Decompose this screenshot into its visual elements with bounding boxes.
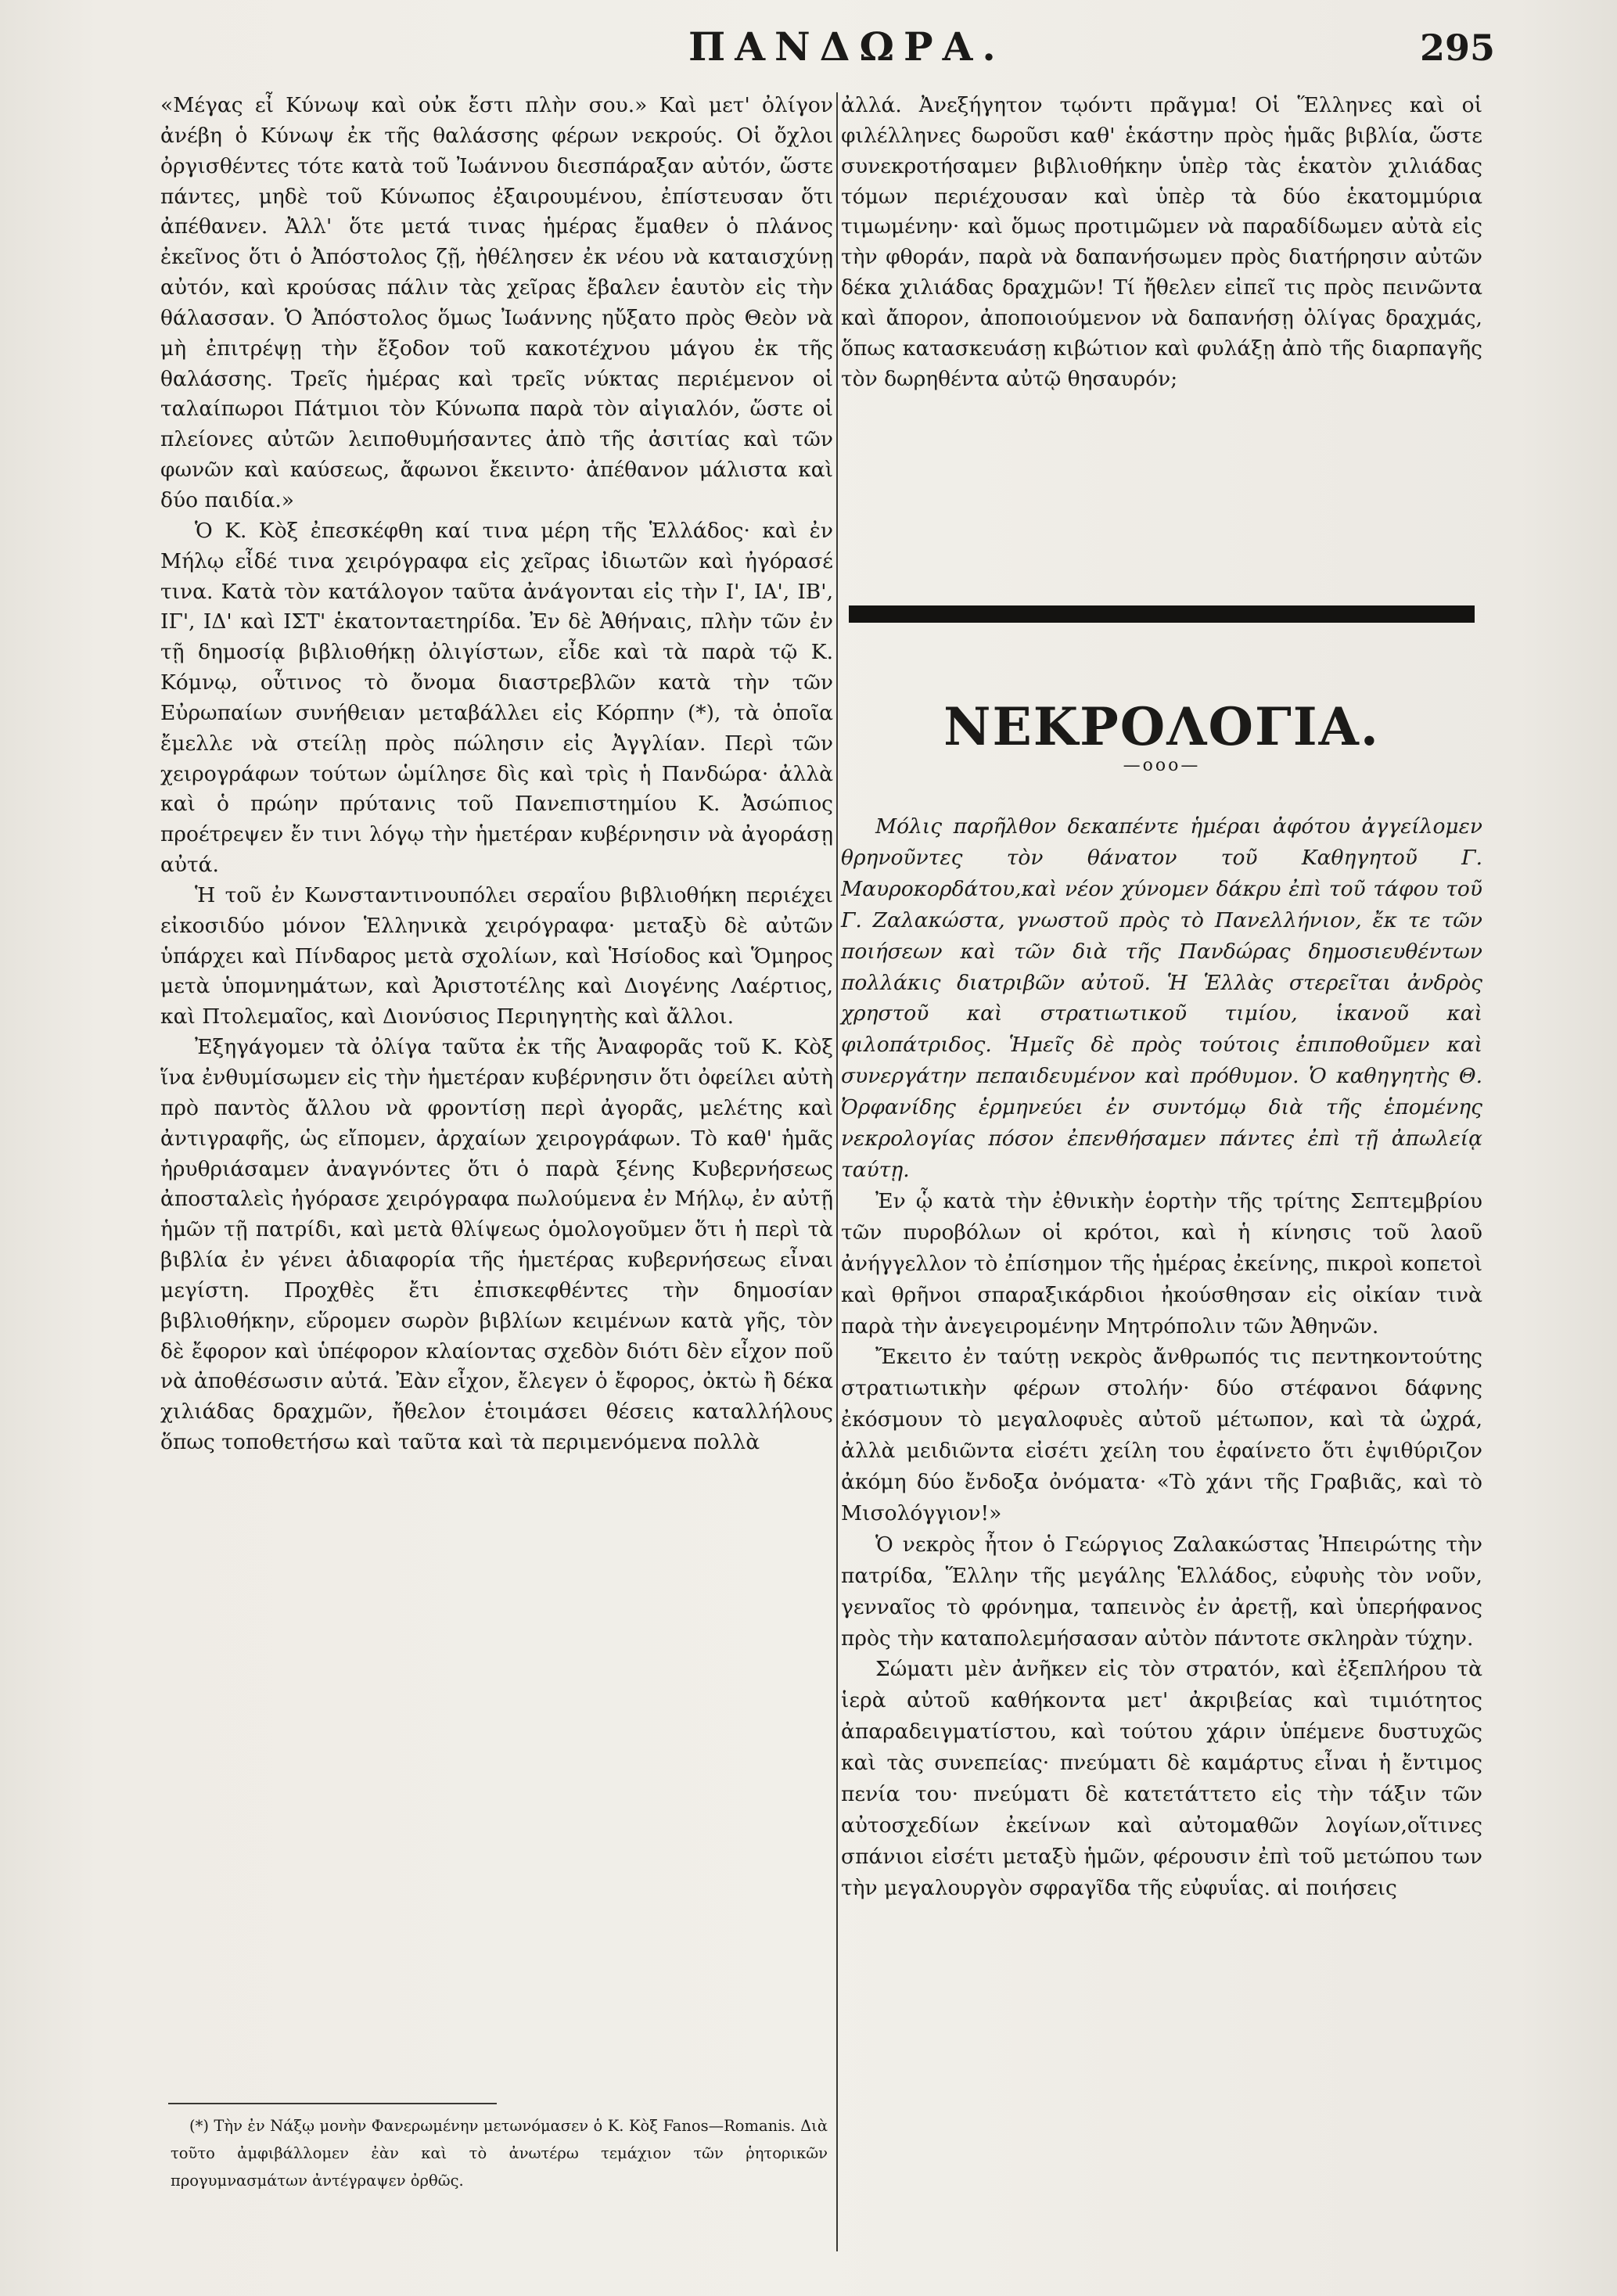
footnote [171, 2112, 828, 2194]
obituary-paragraph-4: Σώματι μὲν ἀνῆκεν εἰς τὸν στρατόν, καὶ ἐξεπλήρου τὰ ἱερὰ αὐτοῦ καθήκοντα μετ' ἀκριβείας καὶ τιμιότητος ἀπαραδειγματίστου, καὶ τούτου χάριν ὑπέμενε δυστυχῶς καὶ τὰς συνεπείας· πνεύματι δὲ καμάρτυς εἶναι ἡ ἔντιμος πενία του· πνεύματι δὲ κατετάττετο εἰς τὴν τάξιν τῶν αὐτοσχεδίων ἐκείνων καὶ αὐτομαθῶν λογίων,οἵτινες σπάνιοι εἰσέτι μεταξὺ ἡμῶν, φέρουσιν ἐπὶ τοῦ μετώπου των τὴν μεγαλουργὸν σφραγῖδα τῆς εὐφυΐας. αἱ ποιήσεις [841, 1657, 1482, 1900]
obituary-intro: Μόλις παρῆλθον δεκαπέντε ἡμέραι ἀφότου ἀγγείλομεν θρηνοῦντες τὸν θάνατον τοῦ Καθηγητοῦ Γ. Μαυροκορδάτου,καὶ νέον χύνομεν δάκρυ ἐπὶ τοῦ τάφου τοῦ Γ. Ζαλακώστα, γνωστοῦ πρὸς τὸ Πανελλήνιον, ἔκ τε τῶν ποιήσεων καὶ τῶν διὰ τῆς Πανδώρας δημοσιευθέντων πολλάκις διατριβῶν αὐτοῦ. Ἡ Ἑλλὰς στερεῖται ἀνδρὸς χρηστοῦ καὶ στρατιωτικοῦ τιμίου, ἱκανοῦ καὶ φιλοπάτριδος. Ἡμεῖς δὲ πρὸς τούτοις ἐπιποθοῦμεν καὶ συνεργάτην πεπαιδευμένον καὶ πρόθυμον. Ὁ καθηγητὴς Θ. Ὀρφανίδης ἑρμηνεύει ἐν συντόμῳ διὰ τῆς ἑπομένης νεκρολογίας πόσον ἐπενθήσαμεν πάντες ἐπὶ τῇ ἀπωλείᾳ ταύτῃ. [841, 814, 1482, 1182]
column-divider [836, 92, 838, 2251]
ornament-mark: —οοο— [1123, 756, 1201, 775]
footnote-divider [168, 2103, 497, 2104]
left-paragraph-2: Ὁ Κ. Κὸξ ἐπεσκέφθη καί τινα μέρη τῆς Ἑλλάδος· καὶ ἐν Μήλῳ εἶδέ τινα χειρόγραφα εἰς χεῖρας ἰδιωτῶν καὶ ἠγόρασέ τινα. Κατὰ τὸν κατάλογον ταῦτα ἀνάγονται εἰς τὴν Ι', ΙΑ', ΙΒ', ΙΓ', ΙΔ' καὶ ΙΣΤ' ἑκατονταετηρίδα. Ἐν δὲ Ἀθήναις, πλὴν τῶν ἐν τῇ δημοσίᾳ βιβλιοθήκῃ ὀλιγίστων, εἶδε καὶ τὰ παρὰ τῷ Κ. Κόμνῳ, οὗτινος τὸ ὄνομα διαστρεβλῶν κατὰ τὴν τῶν Εὐρωπαίων συνήθειαν μεταβάλλει εἰς Κόρπην (*), τὰ ὁποῖα ἔμελλε νὰ στείλῃ πρὸς πώλησιν εἰς Ἀγγλίαν. Περὶ τῶν χειρογράφων τούτων ὡμίλησε δὶς καὶ τρὶς ἡ Πανδώρα· ἀλλὰ καὶ ὁ πρώην πρύτανις τοῦ Πανεπιστημίου Κ. Ἀσώπιος προέτρεψεν ἔν τινι λόγῳ τὴν ἡμετέραν κυβέρνησιν νὰ ἀγοράσῃ αὐτά. [160, 518, 833, 878]
left-paragraph-1: «Μέγας εἶ Κύνωψ καὶ οὐκ ἔστι πλὴν σου.» Καὶ μετ' ὀλίγον ἀνέβη ὁ Κύνωψ ἐκ τῆς θαλάσσης φέρων νεκρούς. Οἱ ὄχλοι ὀργισθέντες τότε κατὰ τοῦ Ἰωάννου διεσπάραξαν αὐτόν, ὥστε πάντες, μηδὲ τοῦ Κύνωπος ἐξαιρουμένου, ἐπίστευσαν ὅτι ἀπέθανεν. Ἀλλ' ὅτε μετά τινας ἡμέρας ἔμαθεν ὁ πλάνος ἐκεῖνος ὅτι ὁ Ἀπόστολος ζῇ, ἠθέλησεν ἐκ νέου νὰ καταισχύνῃ αὐτόν, καὶ κρούσας πάλιν τὰς χεῖρας ἔβαλεν ἑαυτὸν εἰς τὴν θάλασσαν. Ὁ Ἀπόστολος ὅμως Ἰωάννης ηὔξατο πρὸς Θεὸν νὰ μὴ ἐπιτρέψῃ τὴν ἔξοδον τοῦ κακοτέχνου μάγου ἐκ τῆς θαλάσσης. Τρεῖς ἡμέρας καὶ τρεῖς νύκτας περιέμενον οἱ ταλαίπωροι Πάτμιοι τὸν Κύνωπα παρὰ τὸν αἰγιαλόν, ὥστε οἱ πλείονες αὐτῶν λειποθυμήσαντες ἀπὸ τῆς ἀσιτίας καὶ τῶν φωνῶν καὶ καύσεως, ἄφωνοι ἔκειντο· ἀπέθανον μάλιστα καὶ δύο παιδία.» [160, 93, 833, 512]
running-title: ΠΑΝΔΩΡΑ. [688, 23, 1005, 70]
obituary-paragraph-1: Ἐν ᾧ κατὰ τὴν ἐθνικὴν ἑορτὴν τῆς τρίτης Σεπτεμβρίου τῶν πυροβόλων οἱ κρότοι, καὶ ἡ κίνησις τοῦ λαοῦ ἀνήγγελλον τὸ ἐπίσημον τῆς ἡμέρας ἐκείνης, πικροὶ κοπετοὶ καὶ θρῆνοι σπαραξικάρδιοι ἠκούσθησαν εἰς οἰκίαν τινὰ παρὰ τὴν ἀνεγειρομένην Μητρόπολιν τῶν Ἀθηνῶν. [841, 1188, 1482, 1338]
obituary-paragraph-2: Ἔκειτο ἐν ταύτῃ νεκρὸς ἄνθρωπός τις πεντηκοντούτης στρατιωτικὴν φέρων στολήν· δύο στέφανοι δάφνης ἐκόσμουν τὸ μεγαλοφυὲς αὐτοῦ μέτωπον, καὶ τὰ ὠχρά, ἀλλὰ μειδιῶντα εἰσέτι χείλη του ἐφαίνετο ὅτι ἐψιθύριζον ἀκόμη δύο ἔνδοξα ὀνόματα· «Τὸ χάνι τῆς Γραβιᾶς, καὶ τὸ Μισολόγγιον!» [841, 1345, 1482, 1525]
obituary-body [841, 811, 1482, 1904]
left-column [160, 91, 833, 1458]
left-paragraph-4: Ἐξηγάγομεν τὰ ὀλίγα ταῦτα ἐκ τῆς Ἀναφορᾶς τοῦ Κ. Κὸξ ἵνα ἐνθυμίσωμεν εἰς τὴν ἡμετέραν κυβέρνησιν ὅτι ὀφείλει αὐτὴ πρὸ παντὸς ἄλλου νὰ φροντίσῃ περὶ ἀγορᾶς, μελέτης καὶ ἀντιγραφῆς, ὡς εἴπομεν, ἀρχαίων χειρογράφων. Τὸ καθ' ἡμᾶς ἠρυθριάσαμεν ἀναγνόντες ὅτι ὁ παρὰ ξένης Κυβερνήσεως ἀποσταλεὶς ἠγόρασε χειρόγραφα πωλούμενα ἐν Μήλῳ, ἐν αὐτῇ ἡμῶν τῇ πατρίδι, καὶ μετὰ θλίψεως ὁμολογοῦμεν ὅτι ἡ περὶ τὰ βιβλία ἐν γένει ἀδιαφορία τῆς ἡμετέρας κυβερνήσεως εἶναι μεγίστη. Προχθὲς ἔτι ἐπισκεφθέντες τὴν δημοσίαν βιβλιοθήκην, εὕρομεν σωρὸν βιβλίων κειμένων κατὰ γῆς, τὸν δὲ ἔφορον καὶ ὑπέφορον κλαίοντας σχεδὸν διότι δὲν εἶχον ποῦ νὰ ἀποθέσωσιν αὐτά. Ἐὰν εἶχον, ἔλεγεν ὁ ἔφορος, ὀκτὼ ἢ δέκα χιλιάδας δραχμῶν, ἤθελον ἑτοιμάσει θέσεις καταλλήλους ὅπως τοποθετήσω καὶ ταῦτα καὶ τὰ περιμενόμενα πολλὰ [160, 1035, 833, 1455]
obituary-title: ΝΕΚΡΟΛΟΓΙΑ. [943, 696, 1380, 757]
obituary-paragraph-3: Ὁ νεκρὸς ἦτον ὁ Γεώργιος Ζαλακώστας Ἠπειρώτης τὴν πατρίδα, Ἕλλην τῆς μεγάλης Ἑλλάδος, εὐφυὴς τὸν νοῦν, γενναῖος τὸ φρόνημα, ταπεινὸς ἐν ἀρετῇ, καὶ ὑπερήφανος πρὸς τὴν καταπολεμήσασαν αὐτὸν πάντοτε σκληρὰν τύχην. [841, 1532, 1482, 1651]
left-paragraph-3: Ἡ τοῦ ἐν Κωνσταντινουπόλει σεραΐου βιβλιοθήκη περιέχει εἰκοσιδύο μόνον Ἑλληνικὰ χειρόγραφα· μεταξὺ δὲ αὐτῶν ὑπάρχει καὶ Πίνδαρος μετὰ σχολίων, καὶ Ἡσίοδος καὶ Ὅμηρος μετὰ ὑπομνημάτων, καὶ Ἀριστοτέλης καὶ Διογένης Λαέρτιος, καὶ Πτολεμαῖος, καὶ Διονύσιος Περιηγητὴς καὶ ἄλλοι. [160, 882, 833, 1029]
page-number: 295 [1420, 27, 1496, 69]
right-continuation: ἀλλά. Ἀνεξήγητον τῳόντι πρᾶγμα! Οἱ Ἕλληνες καὶ οἱ φιλέλληνες δωροῦσι καθ' ἑκάστην πρὸς ἡμᾶς βιβλία, ὥστε συνεκροτήσαμεν βιβλιοθήκην ὑπὲρ τὰς ἑκατὸν χιλιάδας τόμων περιέχουσαν καὶ ὑπὲρ τὰ δύο ἑκατομμύρια τιμωμένην· καὶ ὅμως προτιμῶμεν νὰ παραδίδωμεν αὐτὰ εἰς τὴν φθοράν, παρὰ νὰ δαπανήσωμεν πρὸς διατήρησιν αὐτῶν δέκα χιλιάδας δραχμῶν! Τί ἤθελεν εἰπεῖ τις πρὸς πεινῶντα καὶ ἄπορον, ἀποποιούμενον νὰ δαπανήσῃ ὀλίγας δραχμάς, ὅπως κατασκευάσῃ κιβώτιον καὶ φυλάξῃ ἀπὸ τῆς διαρπαγῆς τὸν δωρηθέντα αὐτῷ θησαυρόν; [841, 93, 1482, 391]
section-rule [849, 605, 1475, 623]
right-column-top [841, 91, 1482, 394]
footnote-text: (*) Τὴν ἐν Νάξῳ μονὴν Φανερωμένην μετωνόμασεν ὁ Κ. Κὸξ Fanos—Romanis. Διὰ τοῦτο ἀμφιβάλλομεν ἐὰν καὶ τὸ ἀνωτέρω τεμάχιον τῶν ῥητορικῶν προγυμνασμάτων ἀντέγραψεν ὀρθῶς. [171, 2117, 828, 2190]
